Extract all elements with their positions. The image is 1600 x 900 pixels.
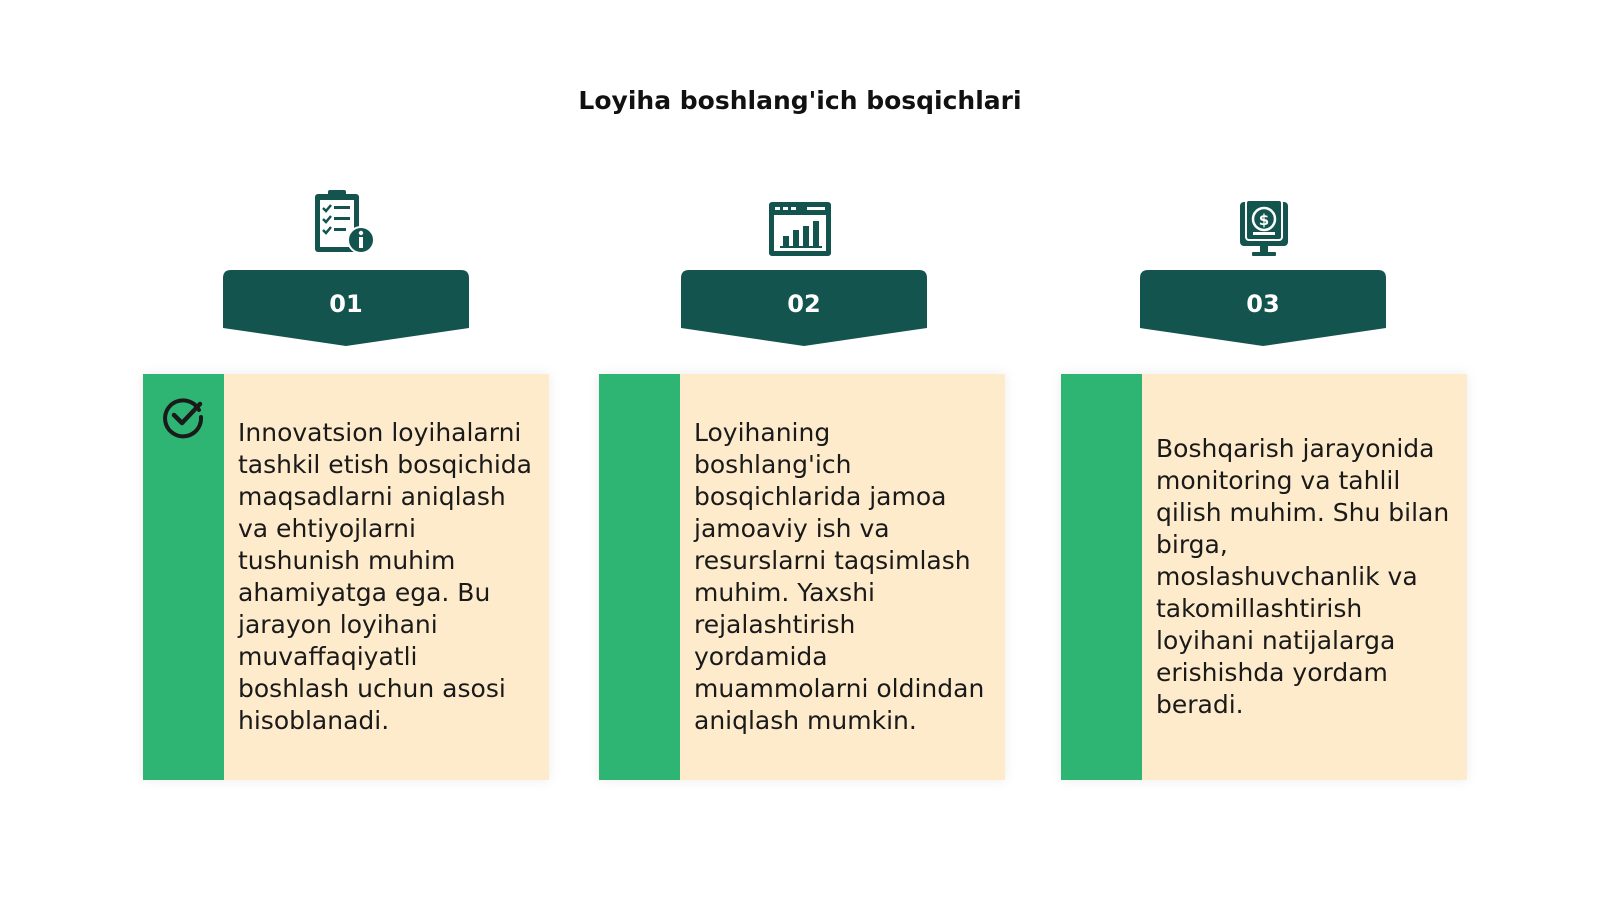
- step-card-02: [599, 374, 1005, 780]
- step-description: Innovatsion loyihalarni tashkil etish bosqichida maqsadlarni aniqlash va ehtiyojlarni tushunish muhim ahamiyatga ega. Bu jarayon loyihani muvaffaqiyatli boshlash uchun asosi hisoblanadi.: [238, 418, 532, 735]
- step-number: 02: [787, 290, 821, 318]
- page-title: Loyiha boshlang'ich bosqichlari: [578, 86, 1022, 115]
- clipboard-checklist-info-icon: [312, 188, 378, 258]
- card-body: [224, 374, 549, 780]
- step-description: Loyihaning boshlang'ich bosqichlarida jamoa jamoaviy ish va resurslarni taqsimlash muhim. Yaxshi rejalashtirish yordamida muammolarni oldindan aniqlash mumkin.: [694, 418, 985, 735]
- step-number: 01: [329, 290, 363, 318]
- browser-bar-chart-icon: [767, 200, 833, 258]
- monitor-dollar-icon: [1238, 198, 1290, 258]
- step-card-03: [1061, 374, 1467, 780]
- step-card-01: [143, 374, 549, 780]
- card-accent-bar: [143, 374, 224, 780]
- step-tab-02: [681, 270, 927, 346]
- step-description: Boshqarish jarayonida monitoring va tahlil qilish muhim. Shu bilan birga, moslashuvchanlik va takomillashtirish loyihani natijalarga erishishda yordam beradi.: [1156, 434, 1450, 719]
- card-accent-bar: [599, 374, 680, 780]
- card-body: [680, 374, 1005, 780]
- step-number: 03: [1246, 290, 1280, 318]
- card-body: [1142, 374, 1467, 780]
- step-tab-01: [223, 270, 469, 346]
- card-accent-bar: [1061, 374, 1142, 780]
- step-tab-03: [1140, 270, 1386, 346]
- svg-text:$: $: [1258, 211, 1270, 229]
- check-circle-icon: [161, 394, 207, 444]
